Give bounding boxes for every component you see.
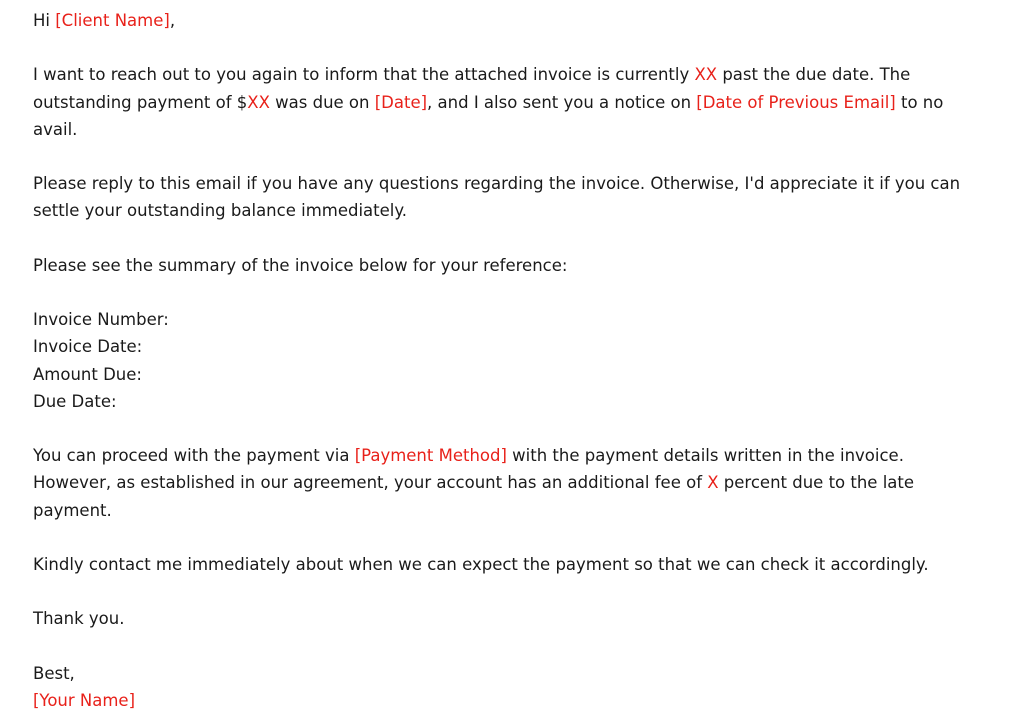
invoice-number-label: Invoice Number: [33,310,169,330]
invoice-date-label: Invoice Date: [33,337,143,357]
paragraph-text: outstanding payment of $ [33,92,248,112]
due-date-label: Due Date: [33,391,117,411]
paragraph-text: past the due date. The [717,65,911,85]
spacer [33,578,1008,605]
paragraph-text: avail. [33,119,78,139]
date-placeholder: [Date] [374,92,428,112]
greeting [33,7,1008,34]
late-fee-percent-placeholder: X [707,473,719,493]
paragraph-payment-method [33,442,1008,524]
spacer [33,225,1008,252]
paragraph-text: was due on [269,92,375,112]
payment-method-placeholder: [Payment Method] [354,446,507,466]
spacer [33,524,1008,551]
paragraph-text: percent due to the late [718,473,915,493]
client-name-placeholder: [Client Name] [55,11,170,30]
spacer [33,279,1008,306]
paragraph-text: payment. [33,500,112,520]
paragraph-contact-request: Kindly contact me immediately about when we can expect the payment so that we can check it accordingly. [33,554,929,574]
paragraph-text: I want to reach out to you again to inform that the attached invoice is currently [33,65,695,85]
paragraph-text: However, as established in our agreement, your account has an additional fee of [33,473,708,493]
email-body [33,7,1008,714]
paragraph-text: to no [895,92,944,112]
paragraph-summary-intro: Please see the summary of the invoice below for your reference: [33,255,568,275]
paragraph-text: with the payment details written in the invoice. [506,446,904,466]
paragraph-overdue-notice [33,61,1008,143]
thanks-line: Thank you. [33,609,125,629]
spacer [33,633,1008,660]
paragraph-text: settle your outstanding balance immediately. [33,201,408,221]
days-overdue-placeholder: XX [694,65,718,85]
paragraph-text: Please reply to this email if you have any questions regarding the invoice. Otherwise, I'd appreciate it if you can [33,174,961,194]
greeting-prefix: Hi [33,11,56,30]
spacer [33,143,1008,170]
previous-email-date-placeholder: [Date of Previous Email] [696,92,896,112]
invoice-summary [33,306,1008,415]
closing-line: Best, [33,663,75,683]
paragraph-reply-request [33,170,1008,224]
your-name-placeholder: [Your Name] [33,690,136,710]
paragraph-text: You can proceed with the payment via [33,446,355,466]
greeting-suffix: , [169,11,176,30]
amount-placeholder: XX [247,92,270,112]
spacer [33,415,1008,442]
spacer [33,34,1008,61]
paragraph-text: , and I also sent you a notice on [427,92,697,112]
amount-due-label: Amount Due: [33,364,142,384]
